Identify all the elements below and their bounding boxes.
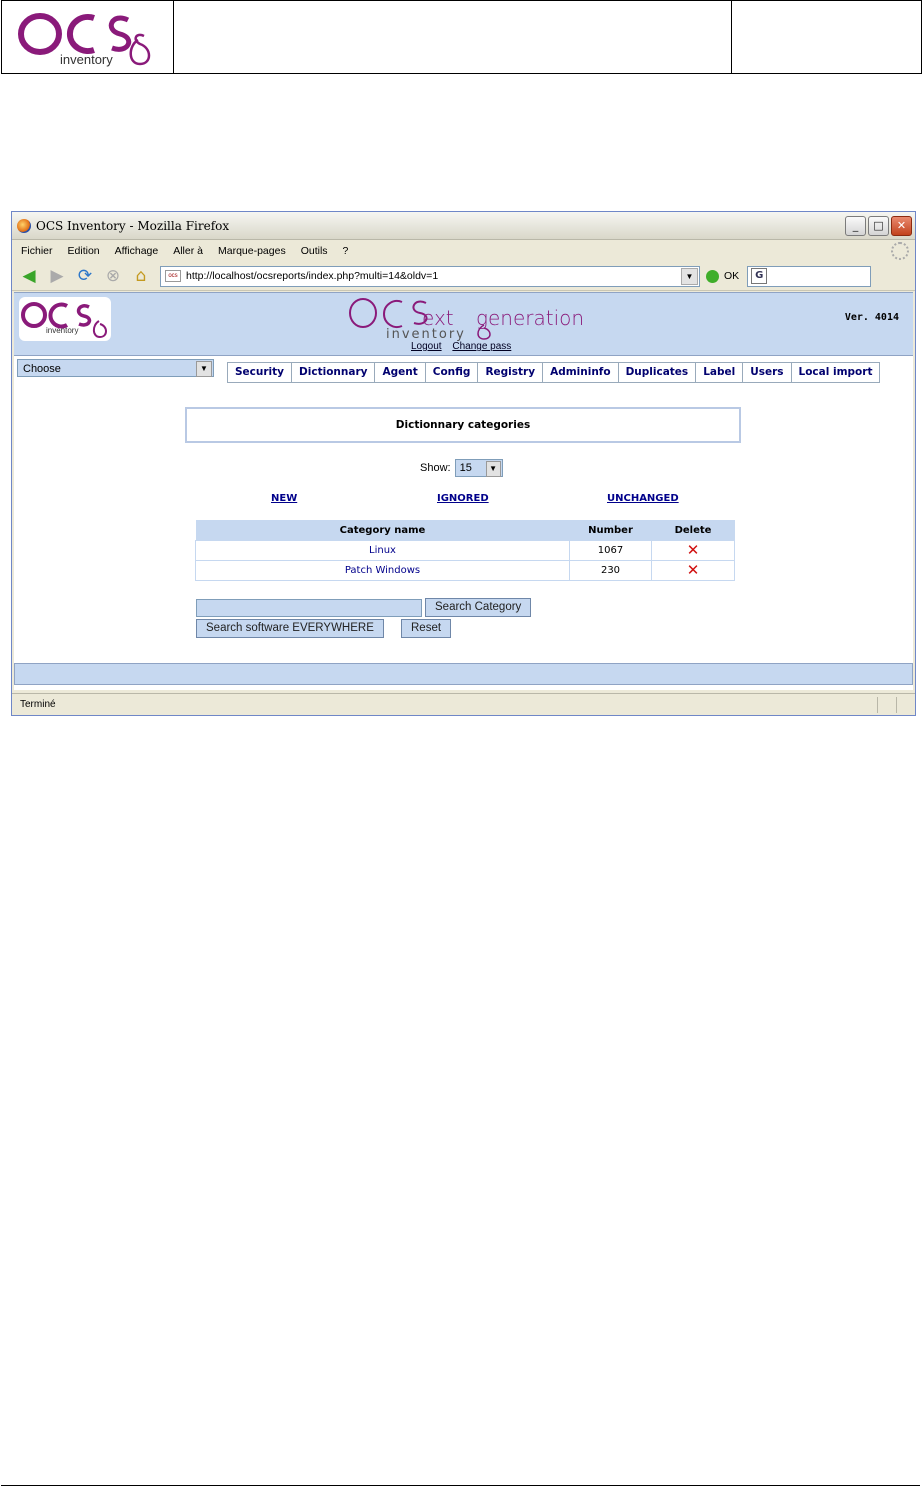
- page-footer-rule: [1, 1485, 920, 1486]
- url-text: http://localhost/ocsreports/index.php?multi=14&oldv=1: [186, 270, 439, 282]
- header-delete: Delete: [652, 520, 735, 541]
- url-dropdown-icon[interactable]: ▼: [681, 268, 698, 285]
- navigation-toolbar: [12, 262, 915, 291]
- browser-window: [11, 211, 916, 716]
- categories-table: [195, 520, 735, 581]
- site-favicon: ocs: [165, 270, 181, 282]
- delete-cell: [652, 561, 735, 581]
- throbber-icon: [891, 242, 909, 260]
- menu-aller[interactable]: Aller à: [173, 245, 203, 257]
- choose-label: Choose: [23, 363, 61, 375]
- status-panel: [877, 697, 896, 713]
- minimize-button[interactable]: _: [845, 216, 866, 236]
- ocs-menu-row: [17, 359, 913, 381]
- tab-admininfo[interactable]: Admininfo: [543, 363, 619, 382]
- tab-label[interactable]: Label: [696, 363, 743, 382]
- ocs-header: [14, 292, 913, 356]
- svg-text:inventory: inventory: [59, 52, 113, 67]
- new-link[interactable]: NEW: [271, 493, 298, 504]
- tab-duplicates[interactable]: Duplicates: [619, 363, 697, 382]
- window-title: OCS Inventory - Mozilla Firefox: [36, 218, 230, 233]
- show-row: [420, 459, 503, 477]
- go-icon: [706, 270, 719, 283]
- ocs-logo: [16, 4, 160, 70]
- admin-tabs: [227, 362, 880, 383]
- section-title: Dictionnary categories: [395, 419, 531, 431]
- delete-icon[interactable]: ✕: [686, 561, 700, 579]
- web-search-box[interactable]: [747, 266, 871, 287]
- url-bar[interactable]: [160, 266, 700, 287]
- home-icon[interactable]: ⌂: [135, 266, 147, 286]
- tab-security[interactable]: Security: [228, 363, 292, 382]
- header-number[interactable]: Number: [570, 520, 652, 541]
- stop-icon[interactable]: ⊗: [105, 266, 121, 286]
- ignored-link[interactable]: IGNORED: [437, 493, 489, 504]
- menu-help[interactable]: ?: [342, 245, 349, 257]
- menu-edition[interactable]: Edition: [67, 245, 100, 257]
- tab-users[interactable]: Users: [743, 363, 791, 382]
- tab-agent[interactable]: Agent: [375, 363, 425, 382]
- unchanged-link[interactable]: UNCHANGED: [607, 493, 679, 504]
- ocs-next-generation-logo: [346, 295, 606, 341]
- chevron-down-icon[interactable]: ▼: [486, 461, 501, 477]
- number-cell: 230: [570, 561, 652, 581]
- svg-text:generation: generation: [476, 306, 585, 330]
- logout-link[interactable]: Logout: [411, 341, 442, 352]
- back-icon[interactable]: ◀: [22, 266, 36, 286]
- version-label: Ver. 4014: [844, 312, 899, 323]
- search-category-button[interactable]: Search Category: [425, 598, 531, 617]
- table-row: [196, 541, 735, 561]
- menu-outils[interactable]: Outils: [300, 245, 328, 257]
- close-button[interactable]: ✕: [891, 216, 912, 236]
- delete-cell: [652, 541, 735, 561]
- title-bar: [12, 212, 915, 240]
- document-header-table: [1, 0, 922, 74]
- search-everywhere-button[interactable]: Search software EVERYWHERE: [196, 619, 384, 638]
- svg-text:inventory: inventory: [46, 326, 79, 335]
- tab-registry[interactable]: Registry: [478, 363, 543, 382]
- category-name-cell[interactable]: Linux: [196, 541, 570, 561]
- section-title-box: [185, 407, 741, 443]
- tab-local-import[interactable]: Local import: [792, 363, 880, 382]
- page-content: [14, 292, 913, 690]
- tab-dictionnary[interactable]: Dictionnary: [292, 363, 375, 382]
- table-row: [196, 561, 735, 581]
- menu-bar: [12, 240, 915, 262]
- status-panel: [896, 697, 915, 713]
- go-label: OK: [724, 270, 740, 282]
- document-ref-cell: [732, 1, 921, 73]
- ocs-small-logo[interactable]: [19, 297, 111, 341]
- status-bar: [12, 693, 915, 715]
- svg-text:inventory: inventory: [386, 327, 466, 341]
- reload-icon[interactable]: ⟳: [77, 266, 93, 286]
- tab-config[interactable]: Config: [426, 363, 479, 382]
- google-icon[interactable]: G: [751, 268, 767, 284]
- firefox-icon: [17, 219, 31, 233]
- svg-text:ext: ext: [422, 306, 454, 330]
- document-logo-cell: [2, 1, 174, 73]
- maximize-button[interactable]: □: [868, 216, 889, 236]
- show-label: Show:: [420, 462, 451, 474]
- menu-affichage[interactable]: Affichage: [114, 245, 159, 257]
- table-header-row: [196, 520, 735, 541]
- change-pass-link[interactable]: Change pass: [452, 341, 512, 352]
- delete-icon[interactable]: ✕: [686, 541, 700, 559]
- chevron-down-icon[interactable]: ▼: [196, 361, 212, 377]
- show-select[interactable]: [455, 459, 503, 477]
- document-title-cell: [174, 1, 732, 73]
- search-input[interactable]: [196, 599, 422, 617]
- status-text: Terminé: [20, 699, 56, 710]
- show-value: 15: [459, 462, 472, 474]
- forward-icon[interactable]: ▶: [50, 266, 64, 286]
- go-button[interactable]: [706, 270, 739, 283]
- choose-select[interactable]: [17, 359, 214, 377]
- menu-fichier[interactable]: Fichier: [21, 245, 53, 257]
- header-category-name[interactable]: Category name: [196, 520, 570, 541]
- number-cell: 1067: [570, 541, 652, 561]
- menu-marque-pages[interactable]: Marque-pages: [217, 245, 286, 257]
- reset-button[interactable]: Reset: [401, 619, 451, 638]
- header-links: [411, 341, 519, 352]
- category-name-cell[interactable]: Patch Windows: [196, 561, 570, 581]
- ocs-footer: [14, 663, 913, 685]
